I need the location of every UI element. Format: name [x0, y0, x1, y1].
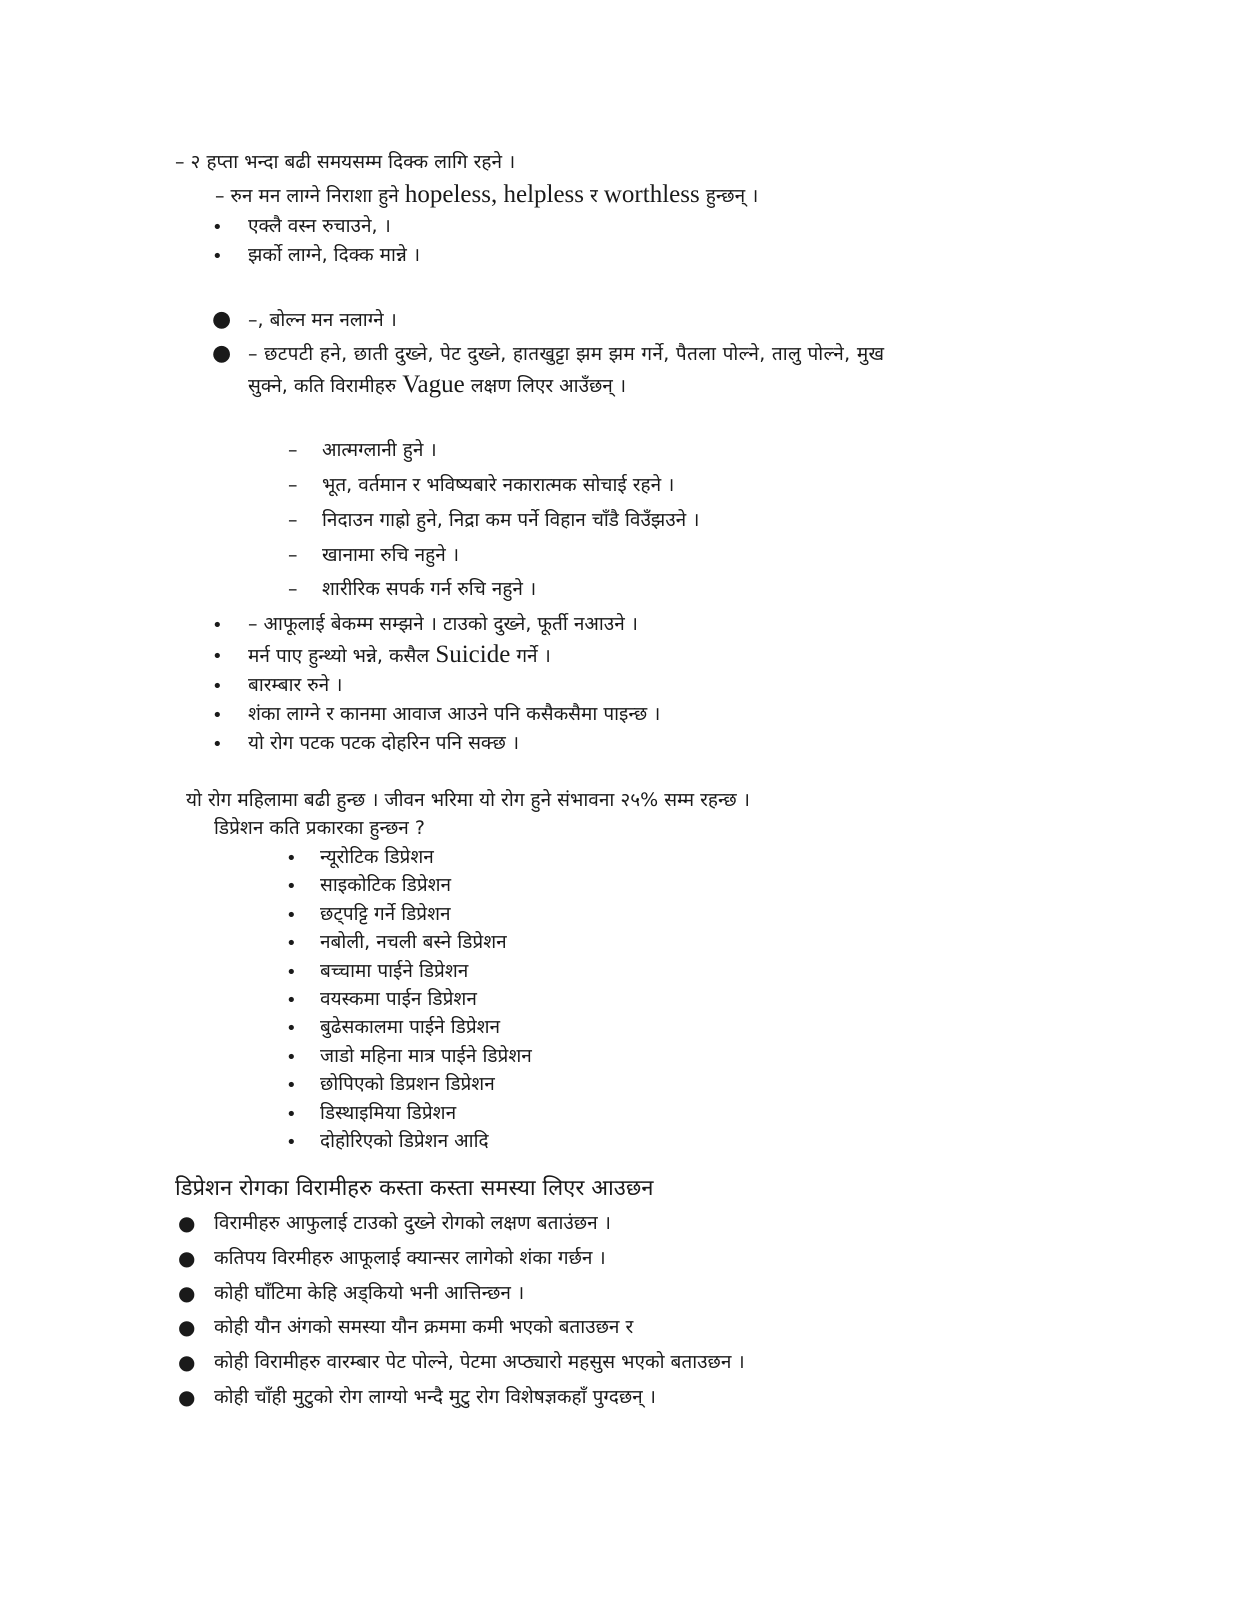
list-item: बुढेसकालमा पाईने डिप्रेशन [320, 1016, 501, 1039]
list-item: यो रोग पटक पटक दोहरिन पनि सक्छ । [248, 732, 520, 754]
paragraph: यो रोग महिलामा बढी हुन्छ । जीवन भरिमा यो रोग हुने संभावना २५% सम्म रहन्छ । [186, 789, 750, 811]
dash-line: – २ हप्ता भन्दा बढी समयसम्म दिक्क लागि रहने । [175, 151, 516, 173]
list-item: कोही यौन अंगको समस्या यौन क्रममा कमी भएको बताउछन र [214, 1316, 634, 1339]
bullet-icon: • [286, 990, 297, 1011]
list-item: विरामीहरु आफुलाई टाउको दुख्ने रोगको लक्षण बताउंछन । [214, 1212, 611, 1234]
dash-item: निदाउन गाह्रो हुने, निद्रा कम पर्ने विहान चाँडै विउँझउने । [322, 509, 700, 531]
list-item: कोही घाँटिमा केहि अड्कियो भनी आत्तिन्छन । [214, 1281, 525, 1304]
text: लक्षण लिएर आउँछन् । [464, 375, 627, 397]
list-item: छट्पट्टि गर्ने डिप्रेशन [320, 902, 451, 925]
bullet-icon: ● [212, 341, 232, 366]
bullet-icon: • [286, 1075, 297, 1097]
list-item: साइकोटिक डिप्रेशन [320, 874, 452, 897]
bullet-icon: • [286, 1018, 297, 1040]
bullet-icon: ● [212, 307, 232, 332]
list-item [248, 643, 551, 668]
text: सुक्ने, कति विरामीहरु [248, 375, 403, 397]
text: – रुन मन लाग्ने निराशा हुने [215, 185, 405, 207]
bullet-icon: • [286, 933, 297, 955]
list-item: कोही चाँही मुटुको रोग लाग्यो भन्दै मुटु रोग विशेषज्ञकहाँ पुग्दछन् । [214, 1386, 656, 1408]
list-item: नबोली, नचली बस्ने डिप्रेशन [320, 931, 507, 954]
question-heading: डिप्रेशन कति प्रकारका हुन्छन ? [214, 817, 425, 839]
list-item: दोहोरिएको डिप्रेशन आदि [320, 1130, 489, 1152]
list-item: बच्चामा पाईने डिप्रेशन [320, 959, 469, 982]
bullet-icon: • [212, 705, 223, 726]
text: मर्न पाए हुन्थ्यो भन्ने, कसैल [248, 645, 436, 667]
bullet-icon: • [286, 1046, 297, 1068]
section-heading: डिप्रेशन रोगका विरामीहरु कस्ता कस्ता समस्या लिएर आउछन [175, 1176, 654, 1201]
list-item: –, बोल्न मन नलाग्ने । [248, 309, 397, 331]
bullet-icon: ● [178, 1385, 196, 1409]
english-text: worthless [603, 181, 700, 208]
bullet-icon: • [212, 676, 223, 697]
bullet-icon: • [286, 961, 297, 983]
list-item: शंका लाग्ने र कानमा आवाज आउने पनि कसैकसैमा पाइन्छ । [248, 703, 661, 725]
bullet-icon: • [212, 734, 223, 755]
bullet-icon: • [286, 1103, 297, 1125]
dash-item: शारीरिक सपर्क गर्न रुचि नहुने । [322, 578, 537, 600]
text: र [584, 185, 604, 207]
english-text: hopeless, helpless [404, 181, 585, 208]
list-item: छोपिएको डिप्रशन डिप्रेशन [320, 1073, 495, 1096]
bullet-icon: ● [178, 1211, 196, 1235]
dash-item: आत्मग्लानी हुने । [322, 439, 437, 461]
list-item: झर्को लाग्ने, दिक्क मान्ने । [248, 244, 421, 266]
bullet-icon: • [286, 904, 297, 926]
bullet-icon: • [286, 1132, 297, 1153]
list-item: न्यूरोटिक डिप्रेशन [320, 846, 434, 868]
bullet-icon: • [212, 246, 223, 267]
bullet-icon: ● [178, 1315, 196, 1340]
text: गर्ने । [510, 645, 551, 667]
bullet-icon: ● [178, 1280, 196, 1305]
text: हुन्छन् । [699, 185, 759, 207]
list-item: कतिपय विरमीहरु आफूलाई क्यान्सर लागेको शंका गर्छन । [214, 1246, 606, 1269]
bullet-icon: ● [178, 1245, 196, 1270]
list-item: डिस्थाइमिया डिप्रेशन [320, 1101, 457, 1124]
list-item: वयस्कमा पाईन डिप्रेशन [320, 988, 477, 1010]
dash-item: खानामा रुचि नहुने । [322, 544, 460, 566]
list-item-continuation [248, 373, 626, 398]
list-item: एक्लै वस्न रुचाउने, । [248, 215, 391, 237]
dash-item: भूत, वर्तमान र भविष्यबारे नकारात्मक सोचाई रहने । [322, 474, 675, 496]
bullet-icon: ● [178, 1350, 196, 1375]
bullet-icon: • [212, 615, 223, 636]
list-item: जाडो महिना मात्र पाईने डिप्रेशन [320, 1044, 532, 1067]
bullet-icon: • [286, 848, 297, 869]
bullet-icon: • [286, 876, 297, 898]
bullet-icon: • [212, 217, 223, 238]
english-text: Suicide [435, 641, 511, 668]
list-item: बारम्बार रुने । [248, 674, 343, 696]
list-item: कोही विरामीहरु वारम्बार पेट पोल्ने, पेटमा अप्ठ्यारो महसुस भएको बताउछन । [214, 1351, 745, 1374]
bullet-icon: • [212, 646, 223, 667]
list-item: – छटपटी हने, छाती दुख्ने, पेट दुख्ने, हातखुट्टा झम झम गर्ने, पैतला पोल्ने, तालु पोल्ने, मुख [248, 343, 885, 365]
dash-line [215, 183, 758, 208]
list-item: – आफूलाई बेकम्म सम्झने । टाउको दुख्ने, फूर्ती नआउने । [248, 613, 639, 635]
english-text: Vague [402, 371, 465, 398]
